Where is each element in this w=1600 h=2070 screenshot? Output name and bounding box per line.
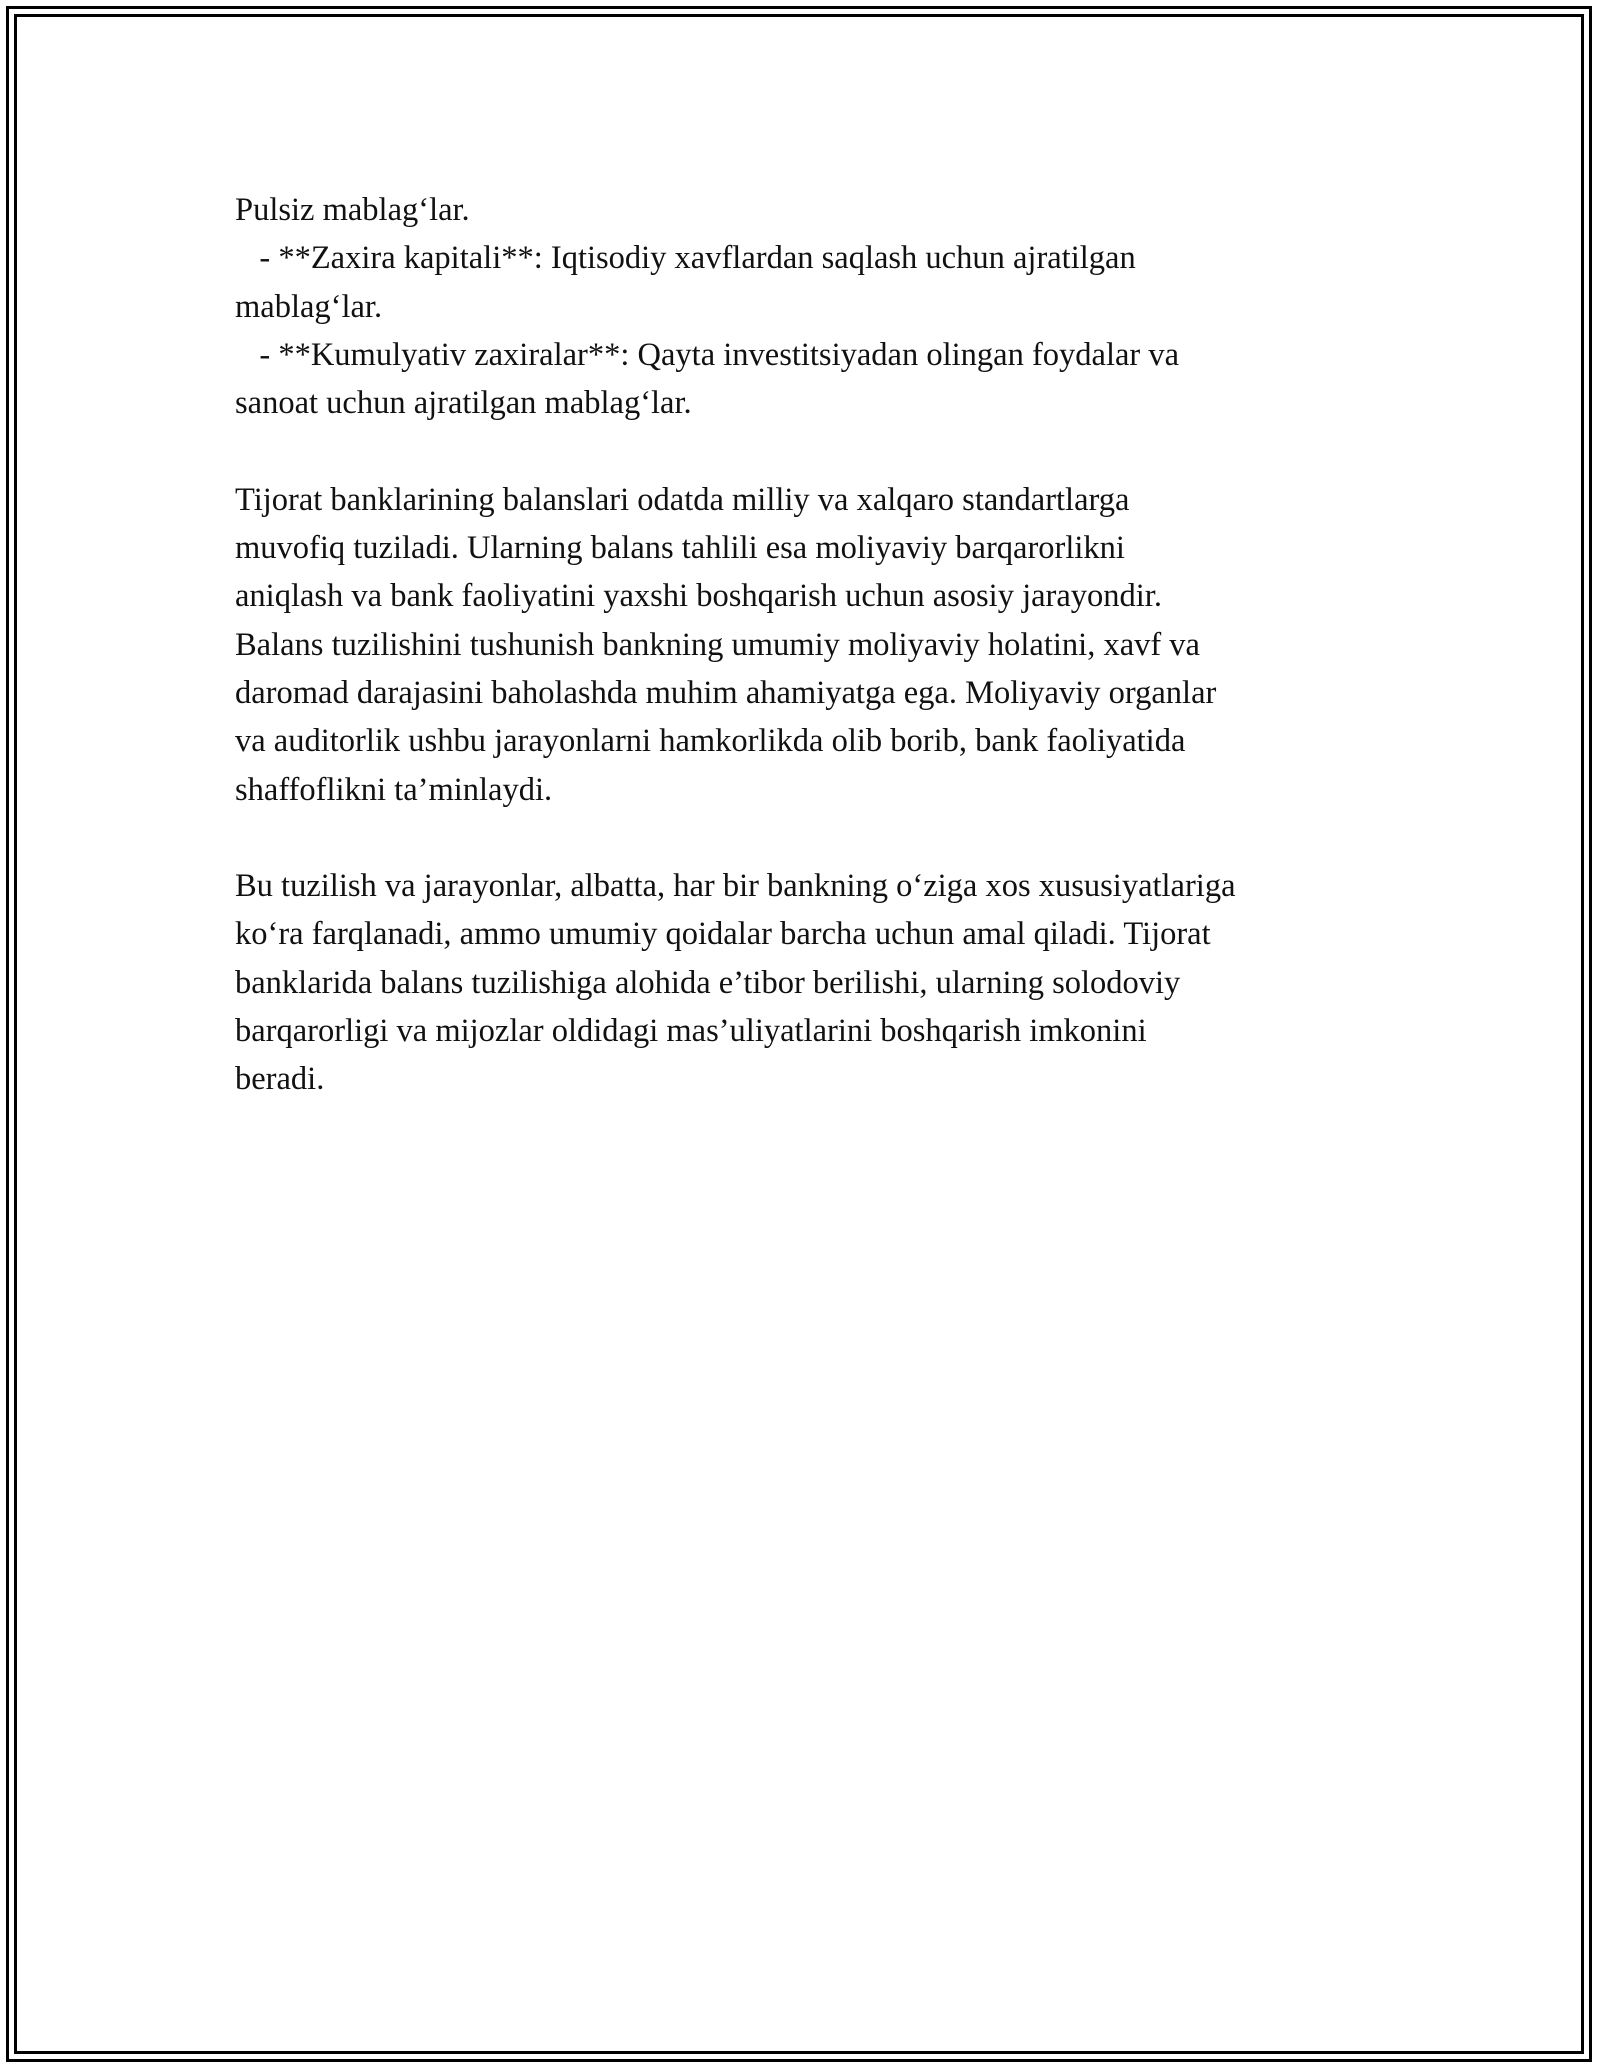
paragraph-gap [235,427,1395,475]
text-line: sanoat uchun ajratilgan mablag‘lar. [235,385,692,422]
text-line: shaffoflikni ta’minlaydi. [235,771,553,808]
text-line: muvofiq tuziladi. Ularning balans tahlili esa moliyaviy barqarorlikni [235,530,1125,567]
text-line: banklarida balans tuzilishiga alohida e’tibor berilishi, ularning solodoviy [235,964,1181,1001]
text-line: Pulsiz mablag‘lar. [235,192,470,228]
text-line: mablag‘lar. [235,288,383,325]
text-line: beradi. [235,1061,325,1098]
text-line: Balans tuzilishini tushunish bankning umumiy moliyaviy holatini, xavf va [235,626,1200,663]
paragraph-gap [235,814,1395,862]
list-item-zaxira-kapitali: - **Zaxira kapitali**: Iqtisodiy xavflardan saqlash uchun ajratilgan [235,240,1136,277]
text-line: Bu tuzilish va jarayonlar, albatta, har bir bankning o‘ziga xos xususiyatlariga [235,868,1236,905]
list-item-kumulyativ-zaxiralar: - **Kumulyativ zaxiralar**: Qayta investitsiyadan olingan foydalar va [235,336,1180,373]
text-line: ko‘ra farqlanadi, ammo umumiy qoidalar barcha uchun amal qiladi. Tijorat [235,916,1211,953]
text-line: barqarorligi va mijozlar oldidagi mas’uliyatlarini boshqarish imkonini [235,1013,1147,1050]
text-line: aniqlash va bank faoliyatini yaxshi boshqarish uchun asosiy jarayondir. [235,578,1162,615]
text-line: Tijorat banklarining balanslari odatda milliy va xalqaro standartlarga [235,481,1130,518]
text-line: daromad darajasini baholashda muhim ahamiyatga ega. Moliyaviy organlar [235,674,1217,711]
paragraph-1 [235,476,1395,814]
list-block [235,186,1395,427]
text-line: va auditorlik ushbu jarayonlarni hamkorlikda olib borib, bank faoliyatida [235,723,1186,760]
document-body [235,186,1395,1104]
paragraph-2 [235,862,1395,1103]
